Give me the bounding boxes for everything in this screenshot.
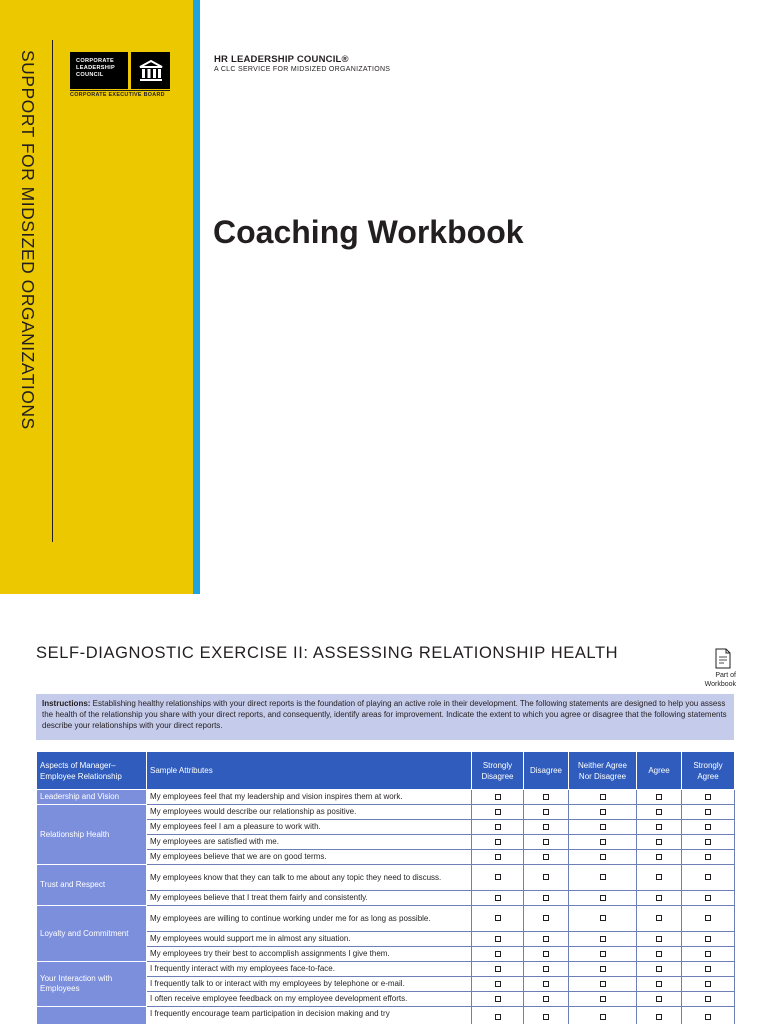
rating-cell bbox=[682, 835, 735, 850]
rating-checkbox[interactable] bbox=[543, 951, 549, 957]
rating-cell bbox=[524, 947, 569, 962]
rating-cell bbox=[524, 805, 569, 820]
rating-cell bbox=[472, 891, 524, 906]
instructions-text: Establishing healthy relationships with your direct reports is the foundation of playing an active role in their development. The following statements are designed to help you assess the health of the relationship you share with your direct reports, and consequently, identify areas for improvement. Indicate the extent to which you agree or disagree that the following statements describe your relationships with your direct reports. bbox=[42, 699, 727, 730]
table-row bbox=[37, 1007, 735, 1024]
rating-checkbox[interactable] bbox=[600, 981, 606, 987]
rating-cell bbox=[472, 805, 524, 820]
table-header-row bbox=[37, 752, 735, 790]
rating-checkbox[interactable] bbox=[705, 951, 711, 957]
rating-checkbox[interactable] bbox=[543, 915, 549, 921]
table-row bbox=[37, 790, 735, 805]
rating-cell bbox=[569, 891, 637, 906]
rating-cell bbox=[472, 835, 524, 850]
rating-cell bbox=[637, 992, 682, 1007]
rating-cell bbox=[682, 977, 735, 992]
table-row bbox=[37, 962, 735, 977]
rating-checkbox[interactable] bbox=[495, 981, 501, 987]
rating-checkbox[interactable] bbox=[656, 951, 662, 957]
instructions-box bbox=[36, 694, 734, 740]
rating-checkbox[interactable] bbox=[600, 854, 606, 860]
rating-checkbox[interactable] bbox=[705, 915, 711, 921]
blue-accent-strip bbox=[193, 0, 200, 594]
rating-cell bbox=[569, 835, 637, 850]
rating-cell bbox=[637, 947, 682, 962]
rating-checkbox[interactable] bbox=[495, 895, 501, 901]
rating-cell bbox=[524, 992, 569, 1007]
rating-cell bbox=[569, 977, 637, 992]
attribute-cell: My employees are satisfied with me. bbox=[147, 835, 472, 850]
logo-line: CORPORATE bbox=[76, 58, 115, 64]
rating-checkbox[interactable] bbox=[705, 981, 711, 987]
instructions-label: Instructions: bbox=[42, 699, 91, 708]
rating-cell bbox=[569, 962, 637, 977]
rating-cell bbox=[569, 947, 637, 962]
rating-cell bbox=[682, 820, 735, 835]
rating-checkbox[interactable] bbox=[600, 996, 606, 1002]
attribute-cell: My employees are willing to continue working under me for as long as possible. bbox=[147, 906, 472, 932]
rating-cell bbox=[524, 865, 569, 891]
rating-checkbox[interactable] bbox=[705, 996, 711, 1002]
part-label-line: Part of bbox=[715, 672, 736, 679]
rating-checkbox[interactable] bbox=[495, 794, 501, 800]
rating-checkbox[interactable] bbox=[495, 824, 501, 830]
rating-checkbox[interactable] bbox=[495, 915, 501, 921]
rating-cell bbox=[472, 865, 524, 891]
rating-cell bbox=[569, 1007, 637, 1024]
rating-cell bbox=[637, 820, 682, 835]
rating-checkbox[interactable] bbox=[705, 809, 711, 815]
rating-checkbox[interactable] bbox=[656, 809, 662, 815]
rating-cell bbox=[569, 932, 637, 947]
rating-cell bbox=[637, 790, 682, 805]
aspect-trust-respect: Trust and Respect bbox=[37, 865, 147, 906]
rating-checkbox[interactable] bbox=[495, 1014, 501, 1020]
rating-checkbox[interactable] bbox=[656, 794, 662, 800]
rating-cell bbox=[524, 977, 569, 992]
aspect-interaction: Your Interaction with Employees bbox=[37, 962, 147, 1007]
rating-cell bbox=[637, 962, 682, 977]
rating-cell bbox=[637, 805, 682, 820]
rating-checkbox[interactable] bbox=[543, 966, 549, 972]
rating-cell bbox=[637, 891, 682, 906]
logo-rule bbox=[70, 90, 170, 91]
rating-checkbox[interactable] bbox=[543, 981, 549, 987]
rating-checkbox[interactable] bbox=[656, 915, 662, 921]
rating-cell bbox=[682, 947, 735, 962]
rating-cell bbox=[524, 850, 569, 865]
rating-cell bbox=[637, 906, 682, 932]
hr-council-title: HR LEADERSHIP COUNCIL® bbox=[214, 54, 349, 65]
rating-cell bbox=[637, 865, 682, 891]
rating-checkbox[interactable] bbox=[495, 966, 501, 972]
rating-checkbox[interactable] bbox=[705, 1014, 711, 1020]
rating-cell bbox=[682, 992, 735, 1007]
rating-checkbox[interactable] bbox=[705, 824, 711, 830]
attribute-cell: My employees believe that I treat them fairly and consistently. bbox=[147, 891, 472, 906]
aspect-leadership: Leadership and Vision bbox=[37, 790, 147, 805]
rating-checkbox[interactable] bbox=[705, 895, 711, 901]
rating-cell bbox=[524, 932, 569, 947]
rating-cell bbox=[682, 1007, 735, 1024]
rating-checkbox[interactable] bbox=[705, 936, 711, 942]
rating-cell bbox=[472, 947, 524, 962]
attribute-cell: My employees feel that my leadership and vision inspires them at work. bbox=[147, 790, 472, 805]
rating-checkbox[interactable] bbox=[656, 854, 662, 860]
logo-line: COUNCIL bbox=[76, 71, 104, 78]
rating-checkbox[interactable] bbox=[656, 895, 662, 901]
rating-cell bbox=[569, 865, 637, 891]
header-disagree: Disagree bbox=[524, 752, 569, 790]
header-aspect: Aspects of Manager–Employee Relationship bbox=[37, 752, 147, 790]
rating-cell bbox=[472, 1007, 524, 1024]
rating-cell bbox=[682, 790, 735, 805]
attribute-cell: My employees would describe our relationship as positive. bbox=[147, 805, 472, 820]
rating-checkbox[interactable] bbox=[656, 839, 662, 845]
rating-cell bbox=[637, 835, 682, 850]
rating-checkbox[interactable] bbox=[495, 996, 501, 1002]
attribute-cell: My employees feel I am a pleasure to work with. bbox=[147, 820, 472, 835]
rating-checkbox[interactable] bbox=[543, 794, 549, 800]
header-agree: Agree bbox=[637, 752, 682, 790]
rating-checkbox[interactable] bbox=[543, 895, 549, 901]
rating-checkbox[interactable] bbox=[495, 854, 501, 860]
rating-checkbox[interactable] bbox=[495, 809, 501, 815]
attribute-cell: I frequently encourage team participation in decision making and try bbox=[147, 1007, 472, 1024]
rating-cell bbox=[524, 906, 569, 932]
rating-cell bbox=[682, 805, 735, 820]
rating-checkbox[interactable] bbox=[705, 966, 711, 972]
rating-cell bbox=[472, 790, 524, 805]
attribute-cell: My employees would support me in almost any situation. bbox=[147, 932, 472, 947]
part-of-workbook-label bbox=[688, 671, 736, 689]
rating-cell bbox=[569, 906, 637, 932]
rating-checkbox[interactable] bbox=[656, 1014, 662, 1020]
building-icon bbox=[131, 52, 170, 89]
rating-cell bbox=[472, 820, 524, 835]
rating-checkbox[interactable] bbox=[600, 966, 606, 972]
rating-cell bbox=[682, 962, 735, 977]
rating-cell bbox=[472, 992, 524, 1007]
attribute-cell: My employees know that they can talk to me about any topic they need to discuss. bbox=[147, 865, 472, 891]
rating-checkbox[interactable] bbox=[600, 874, 606, 880]
rating-checkbox[interactable] bbox=[600, 951, 606, 957]
rating-checkbox[interactable] bbox=[600, 915, 606, 921]
header-neither: Neither Agree Nor Disagree bbox=[569, 752, 637, 790]
rating-checkbox[interactable] bbox=[543, 874, 549, 880]
rating-checkbox[interactable] bbox=[656, 966, 662, 972]
vertical-series-text: SUPPORT FOR MIDSIZED ORGANIZATIONS bbox=[18, 50, 38, 430]
aspect-relationship-health: Relationship Health bbox=[37, 805, 147, 865]
rating-cell bbox=[637, 850, 682, 865]
logo-line: LEADERSHIP bbox=[76, 64, 116, 71]
rating-checkbox[interactable] bbox=[600, 809, 606, 815]
aspect-loyalty-commitment: Loyalty and Commitment bbox=[37, 906, 147, 962]
attribute-cell: My employees believe that we are on good terms. bbox=[147, 850, 472, 865]
vertical-rule bbox=[52, 40, 53, 542]
rating-cell bbox=[637, 932, 682, 947]
rating-checkbox[interactable] bbox=[543, 824, 549, 830]
rating-cell bbox=[472, 850, 524, 865]
rating-checkbox[interactable] bbox=[543, 839, 549, 845]
rating-checkbox[interactable] bbox=[600, 794, 606, 800]
rating-cell bbox=[569, 992, 637, 1007]
rating-checkbox[interactable] bbox=[656, 824, 662, 830]
clc-logo bbox=[70, 52, 128, 89]
attribute-cell: I often receive employee feedback on my employee development efforts. bbox=[147, 992, 472, 1007]
table-row bbox=[37, 805, 735, 820]
rating-checkbox[interactable] bbox=[705, 794, 711, 800]
table-row bbox=[37, 906, 735, 932]
rating-cell bbox=[569, 790, 637, 805]
attribute-cell: I frequently interact with my employees face-to-face. bbox=[147, 962, 472, 977]
rating-checkbox[interactable] bbox=[600, 824, 606, 830]
rating-checkbox[interactable] bbox=[656, 996, 662, 1002]
rating-cell bbox=[569, 820, 637, 835]
attribute-cell: My employees try their best to accomplish assignments I give them. bbox=[147, 947, 472, 962]
rating-cell bbox=[682, 850, 735, 865]
attribute-cell: I frequently talk to or interact with my employees by telephone or e-mail. bbox=[147, 977, 472, 992]
rating-checkbox[interactable] bbox=[543, 996, 549, 1002]
rating-checkbox[interactable] bbox=[600, 936, 606, 942]
rating-cell bbox=[682, 865, 735, 891]
rating-checkbox[interactable] bbox=[543, 809, 549, 815]
rating-cell bbox=[637, 1007, 682, 1024]
logo-subtitle: CORPORATE EXECUTIVE BOARD bbox=[70, 92, 165, 98]
rating-checkbox[interactable] bbox=[656, 874, 662, 880]
rating-cell bbox=[682, 906, 735, 932]
exercise-title: SELF-DIAGNOSTIC EXERCISE II: ASSESSING RELATIONSHIP HEALTH bbox=[36, 644, 619, 662]
rating-cell bbox=[472, 932, 524, 947]
header-strongly-disagree: Strongly Disagree bbox=[472, 752, 524, 790]
rating-checkbox[interactable] bbox=[705, 839, 711, 845]
rating-cell bbox=[569, 805, 637, 820]
rating-checkbox[interactable] bbox=[495, 951, 501, 957]
rating-cell bbox=[524, 891, 569, 906]
rating-cell bbox=[569, 850, 637, 865]
rating-cell bbox=[524, 790, 569, 805]
rating-checkbox[interactable] bbox=[495, 874, 501, 880]
rating-checkbox[interactable] bbox=[495, 839, 501, 845]
workbook-icon bbox=[712, 646, 734, 672]
rating-checkbox[interactable] bbox=[705, 874, 711, 880]
aspect-cell bbox=[37, 1007, 147, 1024]
rating-checkbox[interactable] bbox=[600, 895, 606, 901]
assessment-table bbox=[36, 751, 735, 1024]
rating-checkbox[interactable] bbox=[495, 936, 501, 942]
table-row bbox=[37, 865, 735, 891]
rating-checkbox[interactable] bbox=[656, 936, 662, 942]
rating-cell bbox=[472, 962, 524, 977]
rating-cell bbox=[524, 820, 569, 835]
header-attributes: Sample Attributes bbox=[147, 752, 472, 790]
rating-checkbox[interactable] bbox=[543, 936, 549, 942]
rating-cell bbox=[472, 977, 524, 992]
rating-cell bbox=[524, 962, 569, 977]
rating-cell bbox=[637, 977, 682, 992]
header-strongly-agree: Strongly Agree bbox=[682, 752, 735, 790]
rating-cell bbox=[472, 906, 524, 932]
hr-council-subtitle: A CLC SERVICE FOR MIDSIZED ORGANIZATIONS bbox=[214, 66, 391, 73]
rating-cell bbox=[682, 891, 735, 906]
rating-checkbox[interactable] bbox=[543, 854, 549, 860]
rating-checkbox[interactable] bbox=[705, 854, 711, 860]
rating-checkbox[interactable] bbox=[543, 1014, 549, 1020]
rating-cell bbox=[524, 835, 569, 850]
rating-cell bbox=[682, 932, 735, 947]
part-label-line: Workbook bbox=[704, 681, 736, 688]
rating-checkbox[interactable] bbox=[600, 839, 606, 845]
rating-checkbox[interactable] bbox=[600, 1014, 606, 1020]
rating-cell bbox=[524, 1007, 569, 1024]
rating-checkbox[interactable] bbox=[656, 981, 662, 987]
page-title: Coaching Workbook bbox=[213, 214, 524, 250]
